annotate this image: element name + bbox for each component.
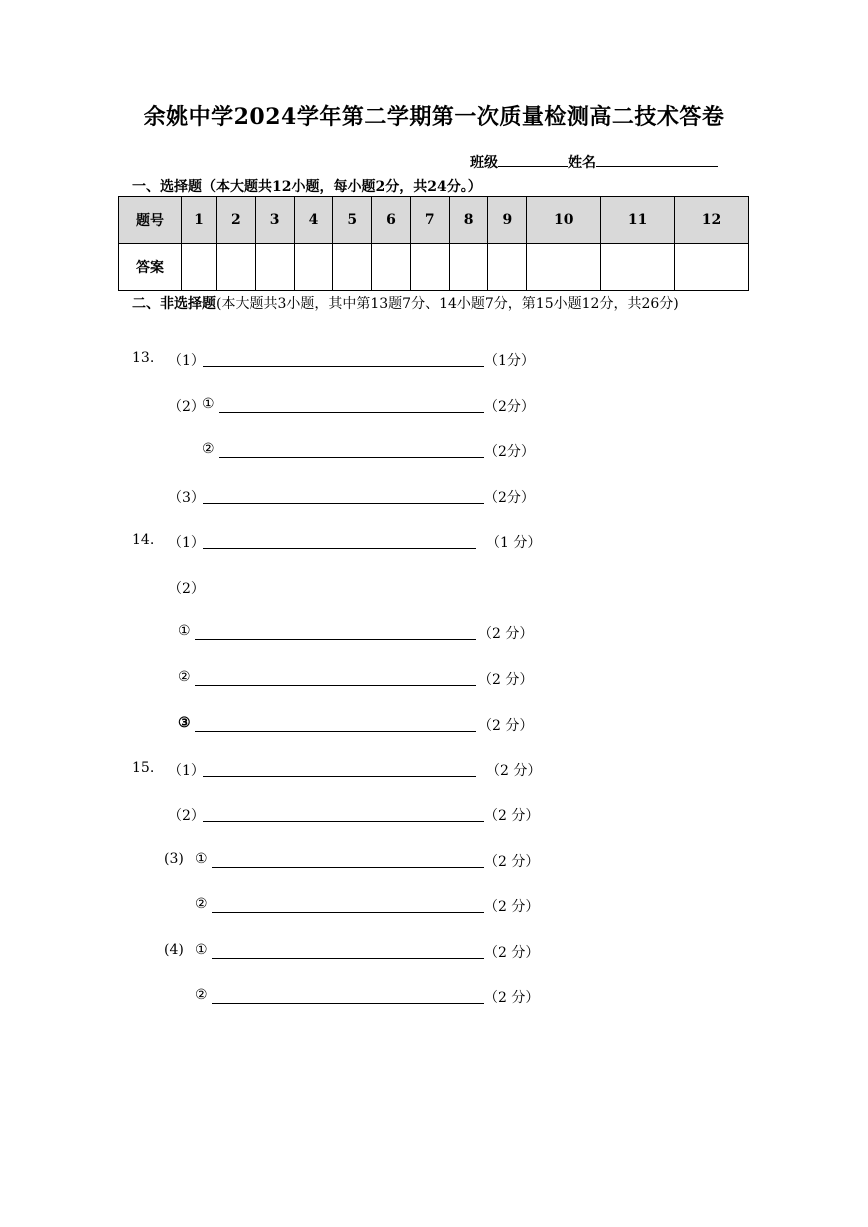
q13-p1-score: （1分） [484, 353, 535, 369]
answer-cell[interactable] [333, 244, 372, 291]
q13-p3-label: （3） [168, 490, 205, 506]
question-number: 3 [255, 197, 294, 244]
q15-p4b-answer-line[interactable] [212, 1003, 484, 1004]
q15-p3a-mark: ① [195, 851, 208, 867]
question-number: 11 [601, 197, 675, 244]
q15-p3b-mark: ② [195, 896, 208, 912]
name-field[interactable] [596, 152, 718, 167]
q14-c-score: （2 分） [478, 718, 534, 734]
question-number-row [119, 197, 749, 244]
q13-p3-score: （2分） [484, 490, 535, 506]
section1-heading: 一、选择题（本大题共12小题，每小题2分，共24分。） [132, 179, 482, 195]
q15-p4a-mark: ① [195, 942, 208, 958]
answer-cell[interactable] [410, 244, 449, 291]
class-name-line [470, 152, 718, 172]
answer-cell[interactable] [449, 244, 488, 291]
q15-p3a-answer-line[interactable] [212, 867, 484, 868]
question-number: 8 [449, 197, 488, 244]
answer-table [118, 196, 749, 291]
q14-a-answer-line[interactable] [195, 639, 476, 640]
q13-p2a-mark: ① [202, 396, 215, 412]
q13-p2-label: （2） [168, 399, 205, 415]
name-label: 姓名 [568, 155, 596, 171]
q15-p2-answer-line[interactable] [203, 821, 484, 822]
q14-p2-label: （2） [168, 581, 205, 597]
answer-cell[interactable] [601, 244, 675, 291]
question-number: 12 [675, 197, 749, 244]
class-field[interactable] [498, 152, 568, 167]
answer-cell[interactable] [488, 244, 527, 291]
question-number: 4 [294, 197, 333, 244]
answer-cell[interactable] [294, 244, 333, 291]
q13-p1-answer-line[interactable] [203, 366, 484, 367]
section2-heading [132, 292, 752, 316]
q15-p1-label: （1） [168, 763, 205, 779]
q15-p2-label: （2） [168, 808, 205, 824]
q13-p2a-answer-line[interactable] [219, 412, 484, 413]
answer-row [119, 244, 749, 291]
question-number: 9 [488, 197, 527, 244]
answer-cell[interactable] [217, 244, 256, 291]
row-label-answer: 答案 [119, 244, 182, 291]
q14-c-mark: ③ [178, 715, 191, 731]
answer-cell[interactable] [527, 244, 601, 291]
question-number: 2 [217, 197, 256, 244]
q15-p4a-answer-line[interactable] [212, 958, 484, 959]
q13-p2b-answer-line[interactable] [219, 457, 484, 458]
answer-cell[interactable] [372, 244, 411, 291]
section2-heading-bold: 二、非选择题 [132, 296, 216, 312]
q15-p2-score: （2 分） [484, 808, 540, 824]
q15-p1-score: （2 分） [486, 763, 542, 779]
q14-b-answer-line[interactable] [195, 685, 476, 686]
question-number: 6 [372, 197, 411, 244]
q13-p2b-mark: ② [202, 441, 215, 457]
q14-a-score: （2 分） [478, 626, 534, 642]
q15-p3b-answer-line[interactable] [212, 912, 484, 913]
answer-cell[interactable] [255, 244, 294, 291]
q13-number: 13. [132, 350, 155, 366]
q14-a-mark: ① [178, 623, 191, 639]
question-number: 5 [333, 197, 372, 244]
q14-p1-score: （1 分） [486, 535, 542, 551]
question-number: 1 [182, 197, 217, 244]
class-label: 班级 [470, 155, 498, 171]
q15-p4a-score: （2 分） [484, 945, 540, 961]
q15-p3-label: (3) [164, 851, 184, 867]
page-title: 余姚中学2024学年第二学期第一次质量检测高二技术答卷 [143, 104, 725, 130]
q15-p4b-mark: ② [195, 987, 208, 1003]
question-number: 10 [527, 197, 601, 244]
q14-b-mark: ② [178, 669, 191, 685]
answer-cell[interactable] [182, 244, 217, 291]
q15-p3a-score: （2 分） [484, 854, 540, 870]
q14-number: 14. [132, 532, 155, 548]
q14-b-score: （2 分） [478, 672, 534, 688]
q14-c-answer-line[interactable] [195, 731, 476, 732]
section2-heading-rest: (本大题共3小题，其中第13题7分、14小题7分，第15小题12分，共26分) [216, 296, 679, 312]
q14-p1-label: （1） [168, 535, 205, 551]
row-label-number: 题号 [119, 197, 182, 244]
q13-p2a-score: （2分） [484, 399, 535, 415]
q15-p1-answer-line[interactable] [203, 776, 476, 777]
answer-cell[interactable] [675, 244, 749, 291]
q15-p3b-score: （2 分） [484, 899, 540, 915]
q14-p1-answer-line[interactable] [203, 548, 476, 549]
q13-p3-answer-line[interactable] [203, 503, 484, 504]
q15-number: 15. [132, 760, 155, 776]
question-number: 7 [410, 197, 449, 244]
q13-p2b-score: （2分） [484, 444, 535, 460]
q13-p1-label: （1） [168, 353, 205, 369]
q15-p4-label: (4) [164, 942, 184, 958]
q15-p4b-score: （2 分） [484, 990, 540, 1006]
